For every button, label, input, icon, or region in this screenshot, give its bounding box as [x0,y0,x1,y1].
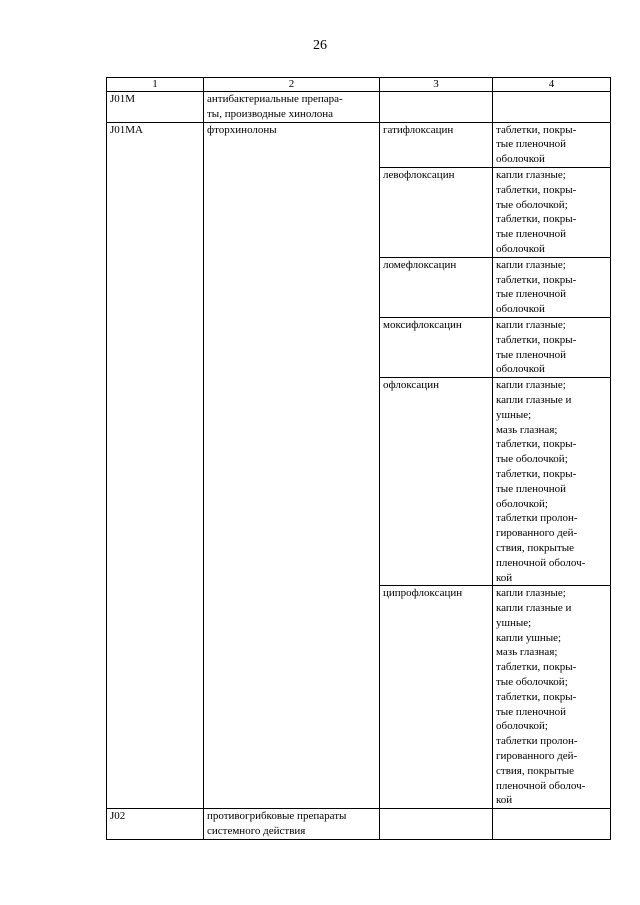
drug-name-cell: ломефлоксацин [380,257,493,317]
column-header: 1 [107,78,204,92]
table-row [107,809,611,840]
dosage-form-cell: капли глазные; таблетки, покры- тые пленочной оболочкой [493,317,611,377]
drug-name-cell: гатифлоксацин [380,122,493,167]
drug-classification-table [106,77,611,840]
drug-name-cell [380,92,493,123]
page-number: 26 [313,38,327,53]
column-header: 4 [493,78,611,92]
atc-code-cell: J01MA [107,122,204,809]
group-name-cell: противогрибковые препараты системного действия [204,809,380,840]
dosage-form-cell: капли глазные; капли глазные и ушные; мазь глазная; таблетки, покры- тые оболочкой; таблетки, покры- тые пленочной оболочкой; таблетки пролон- гированного дей- ствия, покрытые пленочной оболоч- кой [493,378,611,586]
dosage-form-cell: капли глазные; капли глазные и ушные; капли ушные; мазь глазная; таблетки, покры- тые оболочкой; таблетки, покры- тые пленочной оболочкой; таблетки пролон- гированного дей- ствия, покрытые пленочной оболоч- кой [493,586,611,809]
dosage-form-cell [493,809,611,840]
atc-code-cell: J02 [107,809,204,840]
table-header-row [107,78,611,92]
dosage-form-cell: таблетки, покры- тые пленочной оболочкой [493,122,611,167]
table-row [107,122,611,167]
table-row [107,92,611,123]
drug-name-cell: моксифлоксацин [380,317,493,377]
group-name-cell: фторхинолоны [204,122,380,809]
column-header: 3 [380,78,493,92]
dosage-form-cell: капли глазные; таблетки, покры- тые оболочкой; таблетки, покры- тые пленочной оболочкой [493,167,611,257]
group-name-cell: антибактериальные препара- ты, производные хинолона [204,92,380,123]
dosage-form-cell [493,92,611,123]
atc-code-cell: J01M [107,92,204,123]
drug-name-cell [380,809,493,840]
drug-name-cell: офлоксацин [380,378,493,586]
drug-name-cell: левофлоксацин [380,167,493,257]
column-header: 2 [204,78,380,92]
drug-name-cell: ципрофлоксацин [380,586,493,809]
dosage-form-cell: капли глазные; таблетки, покры- тые пленочной оболочкой [493,257,611,317]
